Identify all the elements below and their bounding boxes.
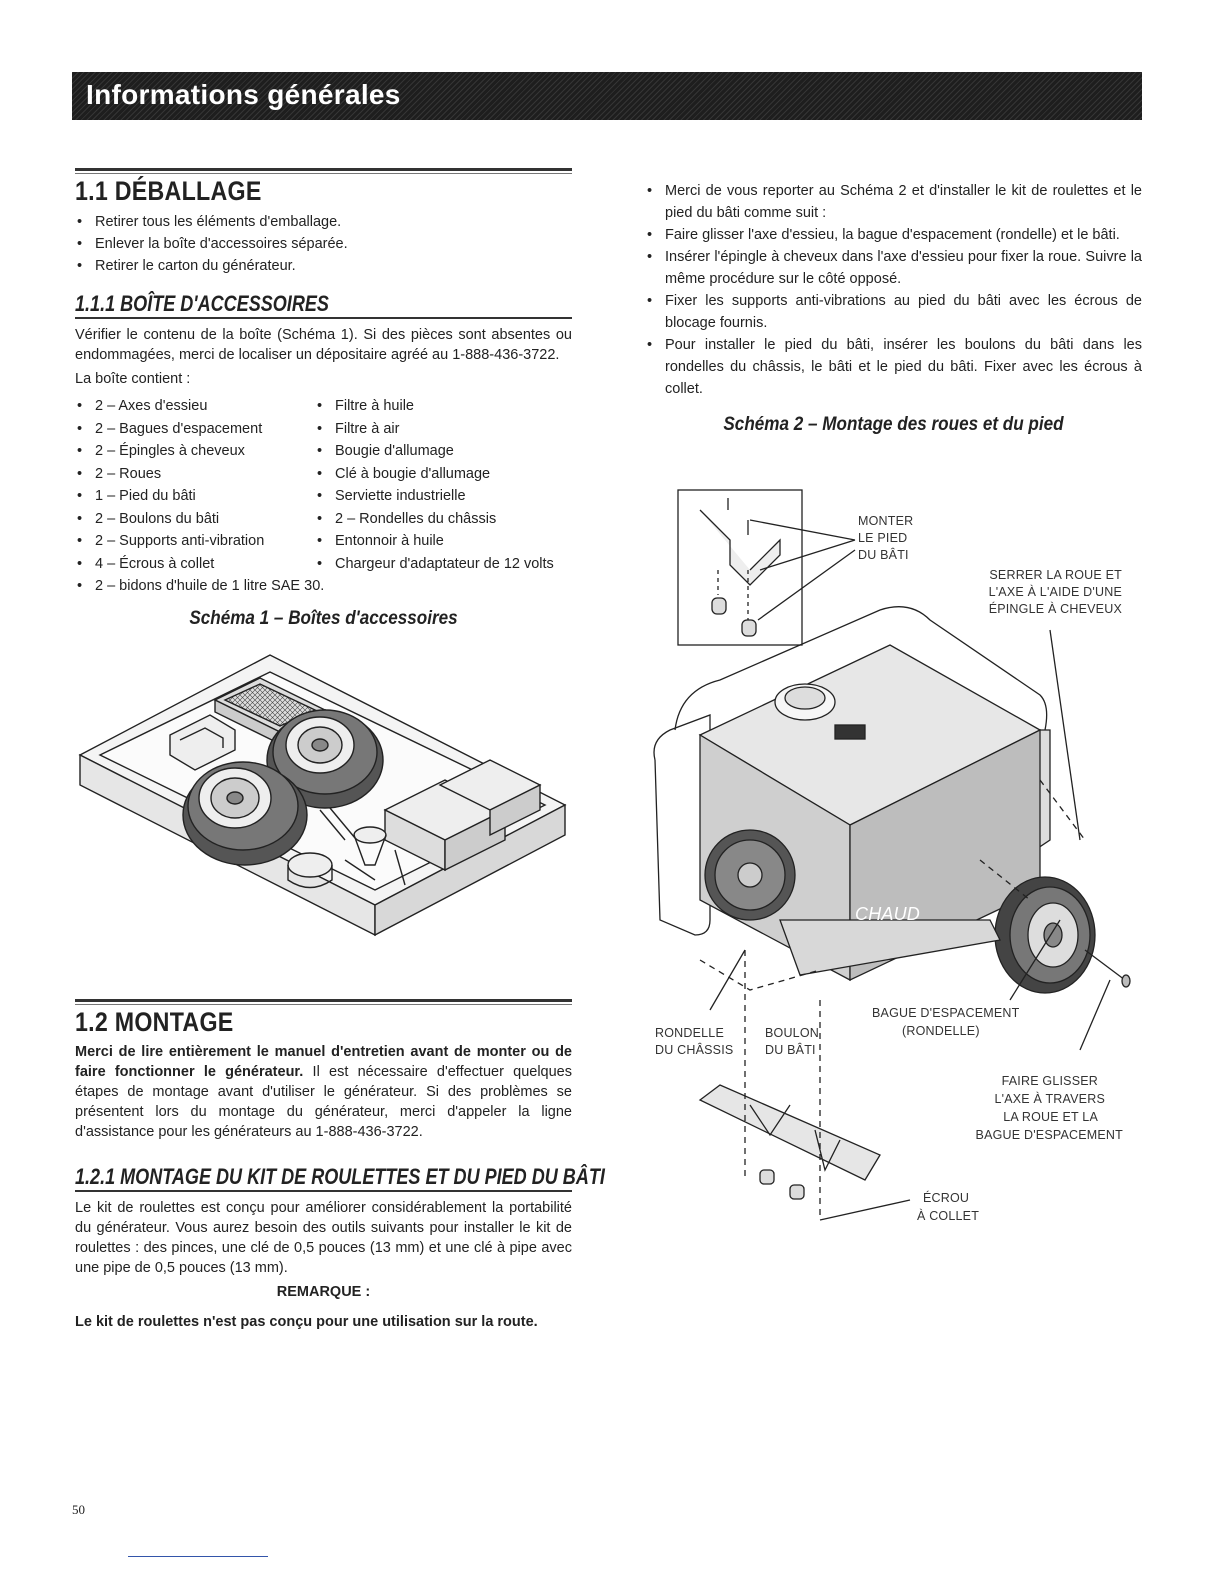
svg-text:DU CHÂSSIS: [655, 1042, 733, 1057]
section-rule: [75, 999, 572, 1005]
list-item: • 1 – Pied du bâti: [75, 485, 315, 508]
section-1-2-1-title: 1.2.1 MONTAGE DU KIT DE ROULETTES ET DU PIED DU BÂTI: [75, 1163, 605, 1189]
section-banner: [72, 72, 1142, 120]
label-faire-3: LA ROUE ET LA: [1003, 1110, 1098, 1124]
svg-text:DU BÂTI: [858, 547, 909, 562]
box-contents-col2: [315, 395, 572, 598]
list-item: • 2 – Axes d'essieu: [75, 395, 315, 418]
assembly-intro-bold: Merci de lire entièrement le manuel d'entretien avant de monter ou de faire fonctionner le générateur.: [75, 1043, 572, 1080]
box-contents: [75, 393, 572, 598]
label-rondelle-2: DU CHÂSSIS: [655, 1043, 734, 1057]
label-rondelle-1: RONDELLE: [655, 1026, 724, 1040]
list-item: • 2 – Roues: [75, 463, 315, 486]
page-number: 50: [72, 1502, 85, 1517]
label-ecrou-2: À COLLET: [917, 1209, 980, 1223]
list-item: • Chargeur d'adaptateur de 12 volts: [315, 553, 572, 576]
list-item: • 2 – Bagues d'espacement: [75, 418, 315, 441]
note-label: REMARQUE :: [276, 1283, 371, 1300]
list-item: • 2 – Rondelles du châssis: [315, 508, 572, 531]
label-monter-1: MONTER: [858, 514, 914, 528]
section-1-1-title: 1.1 DÉBALLAGE: [75, 176, 262, 206]
svg-text:SERRER LA ROUE ET: [989, 568, 1122, 582]
label-boulon-1: BOULON: [765, 1026, 819, 1040]
accessory-paragraph: Vérifier le contenu de la boîte (Schéma 1). Si des pièces sont absentes ou endommagées, merci de localiser un dépositaire agréé au 1-888-436-3722.: [75, 327, 572, 363]
svg-text:LE PIED: [858, 531, 907, 545]
svg-text:L'AXE À L'AIDE D'UNE: [989, 584, 1122, 599]
generator-assembly-diagram: [640, 480, 1140, 1240]
svg-text:BAGUE D'ESPACEMENT: [976, 1128, 1124, 1142]
left-column: [75, 168, 605, 1336]
list-item: • 2 – Épingles à cheveux: [75, 440, 315, 463]
label-serrer-3: ÉPINGLE À CHEVEUX: [988, 602, 1122, 616]
label-bague-1: BAGUE D'ESPACEMENT: [872, 1006, 1020, 1020]
banner-title: Informations générales: [86, 79, 401, 110]
list-item: • 2 – bidons d'huile de 1 litre SAE 30.: [75, 575, 315, 598]
list-item: • Enlever la boîte d'accessoires séparée.: [75, 233, 572, 255]
list-item: • Entonnoir à huile: [315, 530, 572, 553]
assembly-intro-text: Il est nécessaire d'effectuer quelques étapes de montage avant d'utiliser le générateur. Si des problèmes se présentent lors du montage du générateur, merci d'appeler la ligne d'assistance pour les générateurs au 1-888-436-3722.: [75, 1063, 572, 1140]
label-ecrou-1: ÉCROU: [923, 1191, 970, 1205]
right-column: [645, 178, 1142, 446]
list-item: • Insérer l'épingle à cheveux dans l'axe d'essieu pour fixer la roue. Suivre la même procédure sur le côté opposé.: [645, 246, 1142, 290]
footer-rule: [128, 1556, 268, 1557]
list-item: • Merci de vous reporter au Schéma 2 et d'installer le kit de roulettes et le pied du bâti comme suit :: [645, 180, 1142, 224]
svg-text:ÉCROU: [923, 1190, 969, 1205]
wheel-kit-paragraph: Le kit de roulettes est conçu pour améliorer considérablement la portabilité du générateur. Vous aurez besoin des outils suivants pour installer le kit de roulettes : des pinces, une clé de 0,5 pouces (13 mm) et une clé à pipe avec une pipe de 0,5 pouces (13 mm).: [75, 1199, 572, 1276]
svg-text:BOULON: [765, 1026, 819, 1040]
label-faire-1: FAIRE GLISSER: [1001, 1074, 1098, 1088]
list-item: • Bougie d'allumage: [315, 440, 572, 463]
figure-2-caption: Schéma 2 – Montage des roues et du pied: [723, 414, 1064, 435]
svg-text:L'AXE À TRAVERS: [994, 1091, 1105, 1106]
box-contains-label: La boîte contient :: [75, 371, 191, 387]
svg-text:ÉPINGLE À CHEVEUX: [989, 601, 1123, 616]
section-1-1-1-title: 1.1.1 BOÎTE D'ACCESSOIRES: [75, 291, 329, 316]
label-faire-2: L'AXE À TRAVERS: [994, 1092, 1105, 1106]
svg-text:MONTER: [858, 514, 913, 528]
list-item: • Filtre à huile: [315, 395, 572, 418]
label-faire-4: BAGUE D'ESPACEMENT: [975, 1128, 1123, 1142]
heading-rule: [75, 1190, 572, 1192]
accessory-box-illustration: [75, 640, 572, 970]
svg-text:CHAUD: [855, 904, 920, 924]
label-bague-2: (RONDELLE): [902, 1024, 980, 1038]
unpacking-steps: [75, 211, 572, 277]
section-rule: [75, 168, 572, 174]
label-boulon-2: DU BÂTI: [765, 1043, 816, 1057]
list-item: • 4 – Écrous à collet: [75, 553, 315, 576]
list-item: • Pour installer le pied du bâti, insérer les boulons du bâti dans les rondelles du châssis, le bâti et le pied du bâti. Fixer avec les écrous à collet.: [645, 334, 1142, 400]
list-item: • Serviette industrielle: [315, 485, 572, 508]
list-item: • 2 – Boulons du bâti: [75, 508, 315, 531]
list-item: • Retirer le carton du générateur.: [75, 255, 572, 277]
list-item: • Filtre à air: [315, 418, 572, 441]
label-chaud: CHAUD: [855, 904, 921, 924]
list-item: • Fixer les supports anti-vibrations au pied du bâti avec les écrous de blocage fournis.: [645, 290, 1142, 334]
svg-text:À COLLET: [917, 1208, 979, 1223]
list-item: • Clé à bougie d'allumage: [315, 463, 572, 486]
label-serrer-1: SERRER LA ROUE ET: [989, 568, 1122, 582]
figure-1-caption: Schéma 1 – Boîtes d'accessoires: [189, 607, 458, 629]
svg-text:BAGUE D'ESPACEMENT: [872, 1006, 1020, 1020]
svg-text:(RONDELLE): [902, 1024, 980, 1038]
list-item: • 2 – Supports anti-vibration: [75, 530, 315, 553]
list-item: • Retirer tous les éléments d'emballage.: [75, 211, 572, 233]
list-item: • Faire glisser l'axe d'essieu, la bague d'espacement (rondelle) et le bâti.: [645, 224, 1142, 246]
section-1-2-title: 1.2 MONTAGE: [75, 1006, 234, 1037]
svg-text:DU BÂTI: [765, 1042, 816, 1057]
label-monter-3: DU BÂTI: [858, 548, 909, 562]
assembly-steps: [645, 180, 1142, 400]
svg-text:LA ROUE ET LA: [1003, 1110, 1098, 1124]
box-contents-col1: [75, 395, 325, 598]
label-serrer-2: L'AXE À L'AIDE D'UNE: [988, 585, 1122, 599]
note-text: Le kit de roulettes n'est pas conçu pour une utilisation sur la route.: [75, 1313, 538, 1330]
svg-text:RONDELLE: [655, 1026, 724, 1040]
heading-rule: [75, 317, 572, 319]
label-monter-2: LE PIED: [858, 531, 908, 545]
assembly-intro: [75, 1042, 572, 1142]
svg-text:FAIRE GLISSER: [1002, 1074, 1098, 1088]
